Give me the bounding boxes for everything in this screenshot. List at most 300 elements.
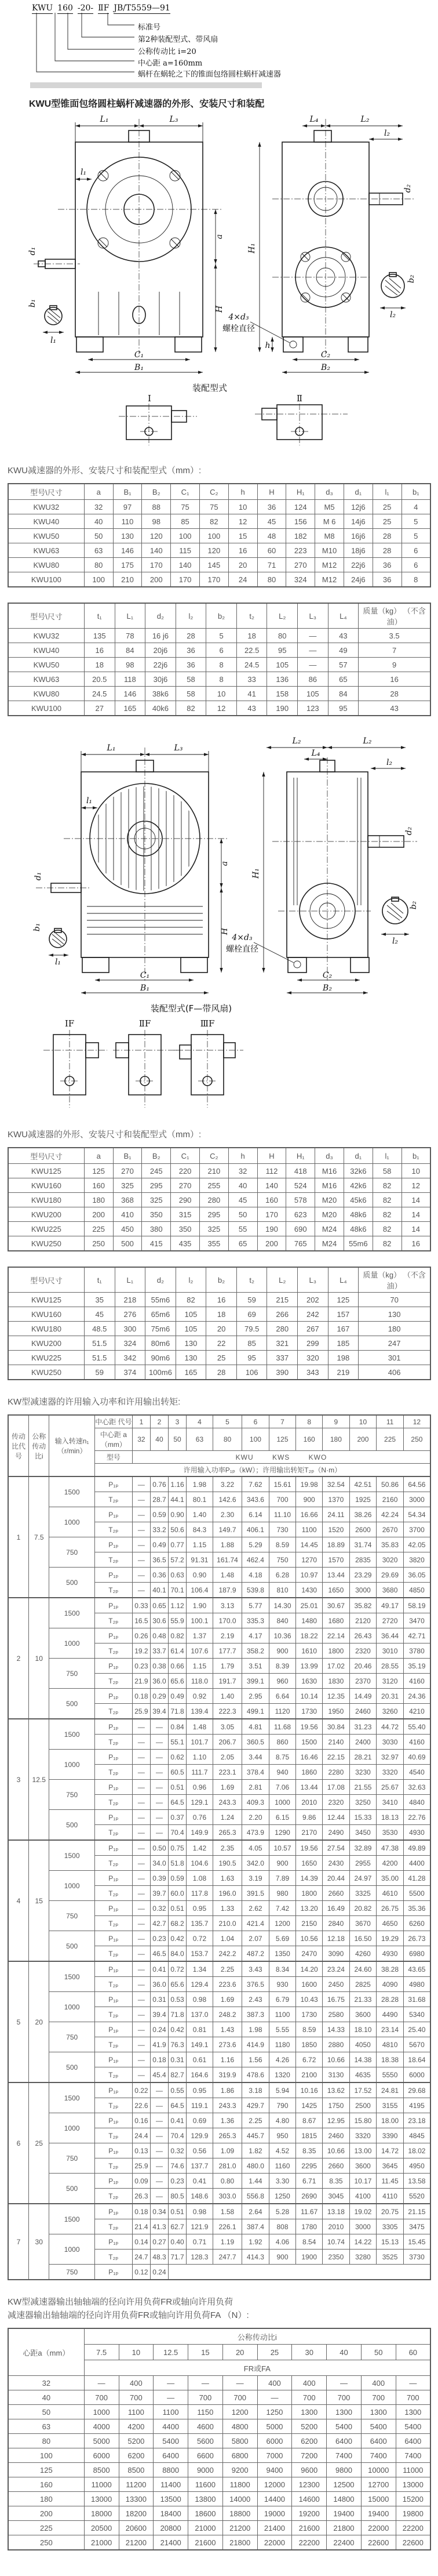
cell: 76.3: [168, 2037, 186, 2052]
cell: 40k6: [145, 701, 176, 716]
cell: 14.38: [349, 2052, 377, 2067]
cell: 129.4: [187, 1977, 213, 1992]
cell: 11.67: [296, 2204, 323, 2219]
dim-h: h: [265, 341, 271, 350]
cell: 1650: [323, 1583, 350, 1598]
cell: 65.6: [168, 1674, 186, 1689]
cell: 80.5: [168, 2189, 186, 2204]
cell: 9.86: [296, 1810, 323, 1825]
cell: 223: [286, 543, 315, 558]
header-row: [8, 603, 430, 629]
cell: 623: [286, 1207, 315, 1222]
cell: 7400: [396, 2448, 430, 2463]
cell: —: [327, 2376, 362, 2390]
cell: 4635: [349, 2067, 377, 2083]
row-label: P₁ₚ: [94, 1659, 132, 1674]
cell: 137.0: [187, 2007, 213, 2022]
cell: 35.36: [403, 1901, 430, 1916]
input-speed: 500: [49, 1931, 94, 1962]
cell: 7400: [361, 2448, 396, 2463]
cell: 61.4: [168, 1643, 186, 1659]
cell: 12.44: [323, 1810, 350, 1825]
cell: 0.33: [132, 1598, 150, 1613]
ratio-header: 10: [119, 2345, 154, 2360]
cell: 14.49: [349, 1689, 377, 1704]
cell: 10.66: [323, 2143, 350, 2158]
cell: 0.51: [168, 1780, 186, 1795]
cell: 4.52: [269, 2143, 296, 2158]
dim-l1: l₁: [80, 168, 87, 177]
cell: 4400: [403, 1856, 430, 1871]
cell: —: [154, 2376, 188, 2390]
cell: —: [132, 2037, 150, 2052]
cell: 2460: [349, 1704, 377, 1719]
cell: 149.1: [187, 2037, 213, 2052]
cell: 2450: [323, 1977, 350, 1992]
cell: 20: [228, 558, 257, 572]
model-code-center-distance: 160: [57, 3, 73, 13]
cell: 40: [228, 1178, 257, 1193]
cell: 32.97: [377, 1750, 404, 1765]
cell: 4160: [403, 1735, 430, 1750]
table-row: [8, 2521, 430, 2535]
cell: 7: [359, 643, 430, 658]
cell: 13.00: [349, 2143, 377, 2158]
table-row: [8, 2405, 430, 2419]
cell: 0.56: [187, 2143, 213, 2158]
cell: 265.3: [213, 2128, 242, 2143]
cell: 55.40: [403, 1719, 430, 1735]
cell: 175: [113, 558, 142, 572]
cell: 5.94: [269, 2082, 296, 2098]
column-header: 型号\尺寸: [8, 1267, 84, 1293]
cell: 1100: [154, 2405, 188, 2419]
ratio-code: 3: [8, 1719, 28, 1840]
cell: 1.08: [187, 1871, 213, 1886]
cell: 10.16: [296, 2082, 323, 2098]
cell: 13500: [154, 2492, 188, 2506]
cell: 1150: [188, 2405, 223, 2419]
input-speed: 1000: [49, 1871, 94, 1901]
power-row: [8, 1628, 430, 1643]
cell: —: [132, 1765, 150, 1780]
cell: 1000: [84, 2405, 119, 2419]
cell: 47.38: [377, 1840, 404, 1856]
ratio-header: 40: [327, 2345, 362, 2360]
cell: 41.3: [150, 2219, 168, 2234]
cell: 2.35: [213, 1840, 242, 1856]
cell: 0.49: [168, 1689, 186, 1704]
cell: 36.5: [150, 1552, 168, 1568]
cell: 445.7: [242, 2128, 269, 2143]
cell: 9200: [222, 2463, 257, 2477]
cell: 0.23: [168, 2174, 186, 2189]
column-header-cd-code: 中心距 代号: [94, 1415, 132, 1428]
cell: 125: [328, 1293, 359, 1307]
bolt-diameter-label: 螺栓直径: [222, 324, 255, 333]
row-label: P₁ₚ: [94, 1750, 132, 1765]
cell: M24: [315, 1236, 344, 1251]
cell: 170: [257, 1207, 286, 1222]
cell: 48.5: [84, 1322, 115, 1336]
cell: 100: [199, 529, 228, 543]
cell: 421.4: [242, 1916, 269, 1931]
column-header: d₃: [315, 1148, 344, 1164]
cell: 4.17: [242, 1628, 269, 1643]
cell: 4050: [349, 2037, 377, 2052]
cell: 0.18: [132, 2204, 150, 2219]
cell: 250: [84, 1236, 113, 1251]
cell: 7.89: [269, 1871, 296, 1886]
cell: 130: [359, 1307, 430, 1322]
dim-d2: d₂: [403, 184, 413, 193]
cell: 31.23: [349, 1719, 377, 1735]
ratio-code: 4: [8, 1840, 28, 1961]
cell: 24.5: [84, 687, 115, 701]
cell: —: [84, 2376, 119, 2390]
cell: 18200: [119, 2506, 154, 2521]
cell: 26.3: [132, 2189, 150, 2204]
column-header: l₂: [176, 603, 206, 629]
center-distance-code-header: 6: [242, 1415, 269, 1428]
cell: 182: [286, 529, 315, 543]
cell: 4110: [377, 2189, 404, 2204]
cell: 13000: [396, 2477, 430, 2492]
cell: 3670: [349, 1916, 377, 1931]
input-speed: 1500: [49, 2204, 94, 2234]
cell: 36: [373, 558, 402, 572]
cell: 32k6: [344, 1164, 373, 1178]
cell: 223.6: [213, 1977, 242, 1992]
cell: 450: [113, 1222, 142, 1236]
cell: 82.7: [168, 2067, 186, 2083]
cell: 387.4: [242, 2219, 269, 2234]
cell: 55.1: [168, 1735, 186, 1750]
row-label: T₂ₚ: [94, 2189, 132, 2204]
ratio-header: 12.5: [154, 2345, 188, 2360]
cell: 20.5: [84, 672, 115, 687]
cell: 71.8: [168, 2007, 186, 2022]
dim-H1: H₁: [251, 868, 261, 879]
cell: 12j6: [344, 500, 373, 514]
cell: 3780: [403, 1643, 430, 1659]
cell: 295: [199, 1207, 228, 1222]
cell: —: [132, 1780, 150, 1795]
cell: 11600: [188, 2477, 223, 2492]
cell: 248.2: [213, 2007, 242, 2022]
cell: 13.44: [296, 1780, 323, 1795]
column-header: B₂: [142, 1148, 171, 1164]
cell: 1270: [296, 1552, 323, 1568]
power-row: [8, 2265, 430, 2280]
ratio-header: 25: [257, 2345, 292, 2360]
column-header-input-speed: 输入转速n₁（r/min）: [49, 1415, 94, 1476]
cell: —: [132, 2007, 150, 2022]
cell: 1570: [323, 1552, 350, 1568]
cell: 14j6: [344, 514, 373, 529]
cell: 95: [267, 643, 298, 658]
cell: 6: [402, 543, 430, 558]
cell: 140: [171, 558, 200, 572]
cell: 17.52: [349, 2082, 377, 2098]
cell: 129.9: [187, 2128, 213, 2143]
cell: 13.62: [323, 2082, 350, 2098]
cell: 45k6: [344, 1193, 373, 1207]
cell: 0.26: [132, 1628, 150, 1643]
cell: 4.18: [242, 1568, 269, 1583]
cell: 210.0: [213, 1916, 242, 1931]
cell: 98: [142, 514, 171, 529]
cell: 117.8: [187, 1886, 213, 1901]
cell: 6.79: [269, 1992, 296, 2007]
cell: 20.31: [377, 1689, 404, 1704]
dim-L2-left: L₂: [292, 736, 301, 746]
dimensions-table-large-1: [8, 1147, 431, 1251]
cell: 105: [176, 1307, 206, 1322]
cell: 11800: [222, 2477, 257, 2492]
row-label: P₁ₚ: [94, 1810, 132, 1825]
cell: 243.3: [213, 2098, 242, 2113]
cell: 14.22: [349, 2234, 377, 2250]
cell: —: [298, 643, 329, 658]
cell: 0.84: [168, 1719, 186, 1735]
table-row: [8, 2448, 430, 2463]
cell: 149.7: [213, 1522, 242, 1537]
cell: 3.51: [242, 1659, 269, 1674]
table-row: [8, 1178, 430, 1193]
cell: 1925: [349, 1492, 377, 1507]
column-header: d₃: [315, 484, 344, 500]
cell: 130: [113, 529, 142, 543]
cell: 0.72: [187, 1931, 213, 1946]
cell: 40.1: [150, 1583, 168, 1598]
cell: —: [132, 1537, 150, 1552]
row-label: P₁ₚ: [94, 1598, 132, 1613]
cell: 0.82: [168, 1628, 186, 1643]
cell: 225: [84, 1222, 113, 1236]
cell: 25.9: [132, 1704, 150, 1719]
power-row: [8, 1568, 430, 1583]
cell: 105: [267, 658, 298, 672]
table-row: [8, 558, 430, 572]
cell: 1.42: [187, 1840, 213, 1856]
cell: 19.56: [296, 1719, 323, 1735]
cell: 0.41: [168, 2113, 186, 2128]
cell: 28.55: [377, 1659, 404, 1674]
power-torque-table: [8, 1414, 431, 2280]
cell: 435: [171, 1236, 200, 1251]
cell: 156: [286, 514, 315, 529]
cell: 4160: [403, 1674, 430, 1689]
cell: 410: [113, 1207, 142, 1222]
cell: 98: [115, 658, 145, 672]
column-header: l₁: [373, 484, 402, 500]
table-row: [8, 687, 430, 701]
cell: 60.0: [168, 1886, 186, 1901]
cell: 180: [84, 1193, 113, 1207]
cell: 21000: [84, 2535, 119, 2550]
cell: 0.24: [150, 2022, 168, 2037]
cell: 55.9: [168, 1613, 186, 1628]
cell: 250: [8, 2535, 84, 2550]
ratio-value: 30: [28, 2204, 49, 2280]
column-header: 型号\尺寸: [8, 603, 84, 629]
cell: 0.92: [187, 1689, 213, 1704]
cell: 50.6: [168, 1522, 186, 1537]
column-header: t₁: [84, 1267, 115, 1293]
power-row: [8, 1992, 430, 2007]
dim-B1: B₁: [140, 984, 149, 993]
cell: KWU80: [8, 558, 84, 572]
cell: KWU200: [8, 1336, 84, 1351]
cell: —: [132, 1750, 150, 1765]
cell: 2350: [323, 2250, 350, 2265]
cell: 2.25: [213, 1961, 242, 1977]
cell: 960: [269, 1674, 296, 1689]
cell: 84.0: [168, 1946, 186, 1962]
cell: —: [132, 1916, 150, 1931]
cell: 24.36: [403, 1689, 430, 1704]
cell: 16.49: [323, 1901, 350, 1916]
cell: 7.06: [269, 1780, 296, 1795]
cell: 22200: [292, 2535, 327, 2550]
row-label: T₂ₚ: [94, 1977, 132, 1992]
cell: 3305: [377, 2219, 404, 2234]
cell: 700: [361, 2390, 396, 2405]
cell: 55: [228, 1222, 257, 1236]
cell: 1.86: [213, 2082, 242, 2098]
cell: 10.57: [269, 1840, 296, 1856]
cell: KWU50: [8, 529, 84, 543]
cell: 39.4: [150, 2007, 168, 2022]
cell: 32: [84, 500, 113, 514]
power-row: [8, 2113, 430, 2128]
gearbox-outline-drawing-2-fan: [0, 731, 438, 999]
cell: 71: [257, 558, 286, 572]
cell: 1815: [296, 2128, 323, 2143]
cell: 0.41: [150, 1961, 168, 1977]
cell: 500: [113, 1236, 142, 1251]
column-header: l₁: [373, 1148, 402, 1164]
table-row: [8, 1193, 430, 1207]
cell: 12.95: [323, 2113, 350, 2128]
table-row: [8, 514, 430, 529]
cell: 80: [8, 2434, 84, 2448]
cell: 70: [359, 1293, 430, 1307]
cell: 3530: [377, 1825, 404, 1841]
cell: 399.1: [242, 1674, 269, 1689]
row-label: T₂ₚ: [94, 2067, 132, 2083]
row-label: P₁ₚ: [94, 1689, 132, 1704]
cell: 35.00: [377, 1871, 404, 1886]
center-distance-code-header: 1: [132, 1415, 150, 1428]
cell: KWU250: [8, 1365, 84, 1380]
cell: 7400: [327, 2448, 362, 2463]
cell: 28.28: [377, 1992, 404, 2007]
ratio-header: 30: [292, 2345, 327, 2360]
column-header: h: [228, 484, 257, 500]
column-header: B₁: [113, 484, 142, 500]
cell: 24j6: [344, 572, 373, 587]
cell: 3.19: [242, 1871, 269, 1886]
cell: 50: [8, 2405, 84, 2419]
cell: 146: [113, 543, 142, 558]
cell: 400: [257, 2376, 292, 2390]
fr-fa-header: FR或FA: [84, 2360, 430, 2376]
cell: 243.3: [213, 1795, 242, 1810]
cell: 0.51: [168, 1901, 186, 1916]
cell: 1100: [119, 2405, 154, 2419]
cell: 190: [257, 1222, 286, 1236]
input-speed: 750: [49, 2265, 94, 2280]
cell: 161.74: [213, 1552, 242, 1568]
cell: 3.44: [242, 1750, 269, 1765]
cell: 15000: [361, 2492, 396, 2506]
cell: 1.88: [213, 1537, 242, 1552]
cell: 18j6: [344, 543, 373, 558]
input-speed: 750: [49, 2143, 94, 2174]
column-header: d₂: [145, 603, 176, 629]
ratio-code: 6: [8, 2082, 28, 2204]
cell: 24.60: [349, 1961, 377, 1977]
cell: 3450: [349, 1825, 377, 1841]
cell: 215: [267, 1293, 298, 1307]
cell: 1730: [296, 1704, 323, 1719]
cell: 5400: [327, 2419, 362, 2434]
cell: 35.83: [377, 1537, 404, 1552]
cell: 21.55: [349, 1780, 377, 1795]
cell: 13.44: [323, 1568, 350, 1583]
cell: 82: [199, 514, 228, 529]
cell: M8: [315, 529, 344, 543]
cell: 1.33: [213, 1901, 242, 1916]
cell: 414.3: [242, 2250, 269, 2265]
cell: 4490: [377, 2007, 404, 2022]
cell: 24: [228, 572, 257, 587]
cell: 16.75: [323, 1992, 350, 2007]
dim-l2: l₂: [386, 758, 393, 767]
cell: 36.44: [377, 1628, 404, 1643]
cell: 0.98: [187, 2204, 213, 2219]
cell: 65: [228, 1236, 257, 1251]
dim-b2: b₂: [409, 901, 418, 910]
cell: 350: [171, 1222, 200, 1236]
cell: 118.0: [187, 1674, 213, 1689]
cell: 930: [269, 1977, 296, 1992]
cell: 86: [298, 672, 329, 687]
cell: 80: [84, 558, 113, 572]
cell: 91.31: [187, 1552, 213, 1568]
cell: 6400: [396, 2434, 430, 2448]
cell: 0.16: [132, 2113, 150, 2128]
cell: 25.01: [296, 1598, 323, 1613]
bolt-diameter-label: 螺栓直径: [226, 945, 258, 954]
center-distance-value-header: 180: [323, 1428, 350, 1451]
cell: 19.56: [296, 1840, 323, 1856]
cell: 29.69: [377, 1568, 404, 1583]
cell: KWU32: [8, 500, 84, 514]
cell: 21000: [188, 2521, 223, 2535]
assembly-type-IIF-label: ⅡF: [138, 1018, 151, 1029]
cell: 2295: [296, 2158, 323, 2174]
input-speed: 1500: [49, 2082, 94, 2113]
cell: —: [132, 1583, 150, 1598]
cell: 2470: [296, 1946, 323, 1962]
cell: 0.55: [168, 2082, 186, 2098]
cell: 1600: [296, 1977, 323, 1992]
table-row: [8, 1222, 430, 1236]
cell: 63: [84, 543, 113, 558]
